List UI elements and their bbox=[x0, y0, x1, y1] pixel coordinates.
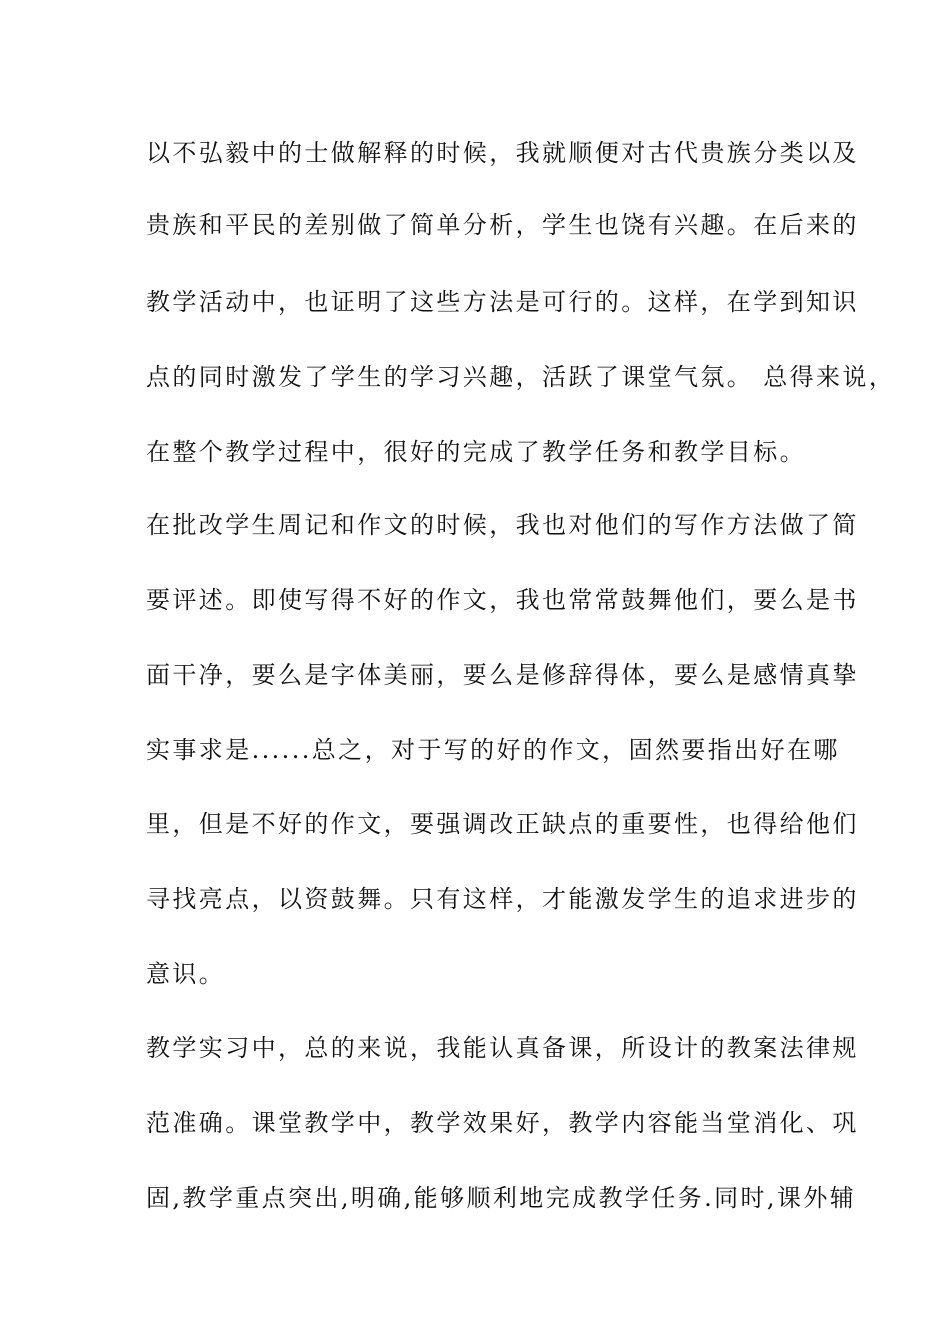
text-line: 以不弘毅中的士做解释的时候，我就顺便对古代贵族分类以及 bbox=[146, 139, 859, 167]
text-line: 贵族和平民的差别做了简单分析，学生也饶有兴趣。在后来的 bbox=[146, 211, 859, 239]
text-line: 在批改学生周记和作文的时候，我也对他们的写作方法做了简 bbox=[146, 511, 859, 539]
text-line: 在整个教学过程中，很好的完成了教学任务和教学目标。 bbox=[146, 438, 806, 466]
text-line: 面干净，要么是字体美丽，要么是修辞得体，要么是感情真挚 bbox=[146, 661, 859, 689]
text-line: 教学活动中，也证明了这些方法是可行的。这样，在学到知识 bbox=[146, 288, 859, 316]
text-line: 意识。 bbox=[146, 960, 226, 988]
text-line: 要评述。即使写得不好的作文，我也常常鼓舞他们，要么是书 bbox=[146, 586, 859, 614]
text-line: 范准确。课堂教学中，教学效果好，教学内容能当堂消化、巩 bbox=[146, 1109, 859, 1137]
text-line: 实事求是......总之，对于写的好的作文，固然要指出好在哪 bbox=[146, 736, 840, 764]
text-line: 教学实习中，总的来说，我能认真备课，所设计的教案法律规 bbox=[146, 1034, 859, 1062]
text-line: 固,教学重点突出,明确,能够顺利地完成教学任务.同时,课外辅 bbox=[146, 1184, 857, 1212]
text-line: 里，但是不好的作文，要强调改正缺点的重要性，也得给他们 bbox=[146, 810, 859, 838]
text-line: 点的同时激发了学生的学习兴趣，活跃了课堂气氛。 总得来说， bbox=[146, 363, 896, 391]
text-line: 寻找亮点，以资鼓舞。只有这样，才能激发学生的追求进步的 bbox=[146, 885, 859, 913]
